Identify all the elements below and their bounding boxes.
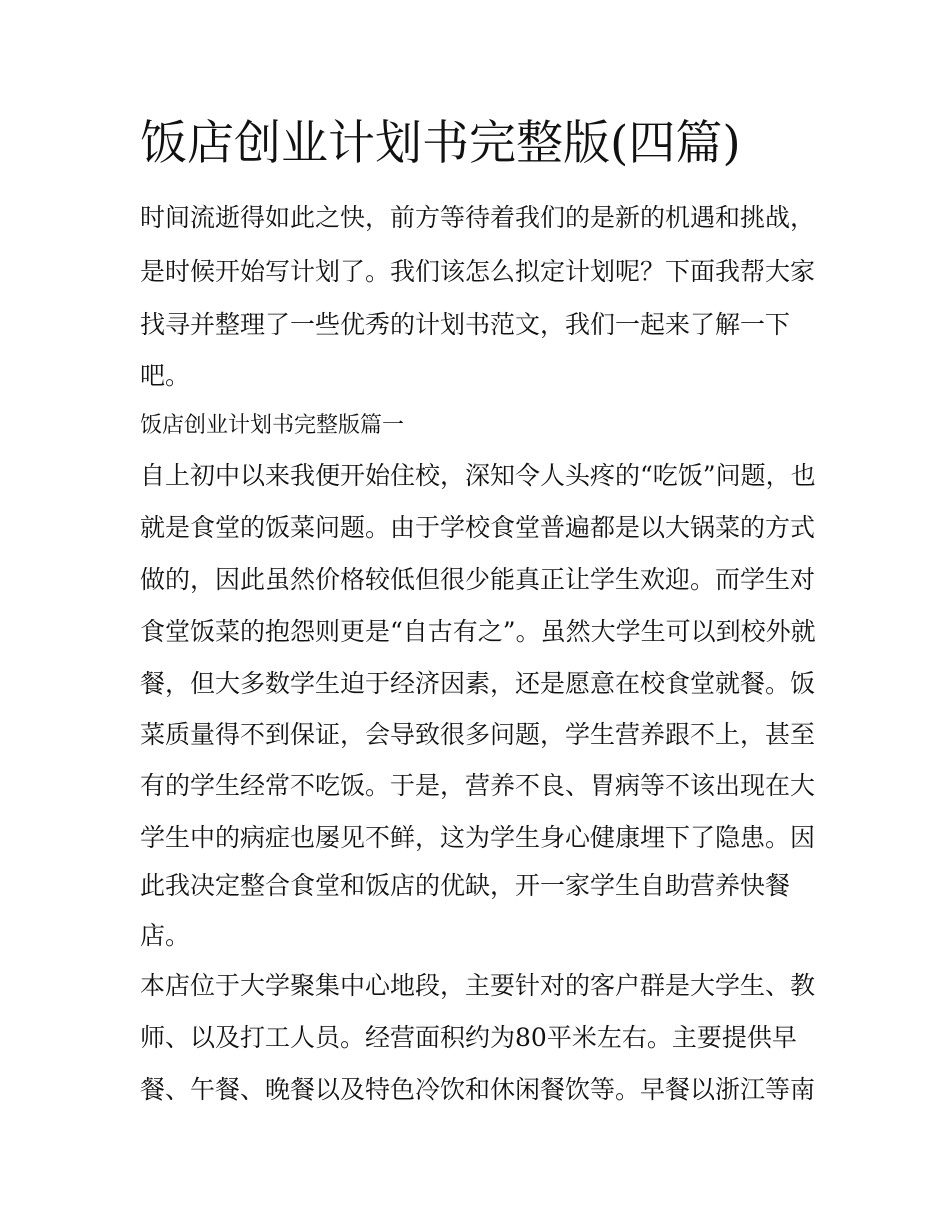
- paragraph-line: 有的学生经常不吃饭。于是，营养不良、胃病等不该出现在大: [140, 771, 816, 800]
- section-heading: 饭店创业计划书完整版篇一: [140, 413, 405, 438]
- paragraph-line: 餐，但大多数学生迫于经济因素，还是愿意在校食堂就餐。饭: [140, 669, 816, 698]
- document-title: 饭店创业计划书完整版(四篇): [140, 116, 741, 171]
- paragraph-line: 师、以及打工人员。经营面积约为80平米左右。主要提供早: [140, 1023, 797, 1052]
- paragraph-line: 就是食堂的饭菜问题。由于学校食堂普遍都是以大锅菜的方式: [140, 513, 816, 542]
- intro-line: 时间流逝得如此之快，前方等待着我们的是新的机遇和挑战，: [140, 203, 816, 232]
- intro-line: 找寻并整理了一些优秀的计划书范文，我们一起来了解一下: [140, 310, 791, 339]
- paragraph-line: 餐、午餐、晚餐以及特色冷饮和休闲餐饮等。早餐以浙江等南: [140, 1075, 816, 1104]
- paragraph-line: 本店位于大学聚集中心地段，主要针对的客户群是大学生、教: [140, 971, 816, 1000]
- intro-line: 吧。: [140, 361, 191, 390]
- paragraph-line: 食堂饭菜的抱怨则更是“自古有之”。虽然大学生可以到校外就: [140, 617, 816, 646]
- paragraph-line: 做的，因此虽然价格较低但很少能真正让学生欢迎。而学生对: [140, 565, 816, 594]
- paragraph-line: 店。: [140, 921, 191, 950]
- paragraph-line: 学生中的病症也屡见不鲜，这为学生身心健康埋下了隐患。因: [140, 823, 816, 852]
- paragraph-line: 此我决定整合食堂和饭店的优缺，开一家学生自助营养快餐: [140, 871, 791, 900]
- paragraph-line: 菜质量得不到保证，会导致很多问题，学生营养跟不上，甚至: [140, 720, 816, 749]
- paragraph-line: 自上初中以来我便开始住校，深知令人头疼的“吃饭”问题，也: [140, 461, 816, 490]
- intro-line: 是时候开始写计划了。我们该怎么拟定计划呢？下面我帮大家: [140, 257, 816, 286]
